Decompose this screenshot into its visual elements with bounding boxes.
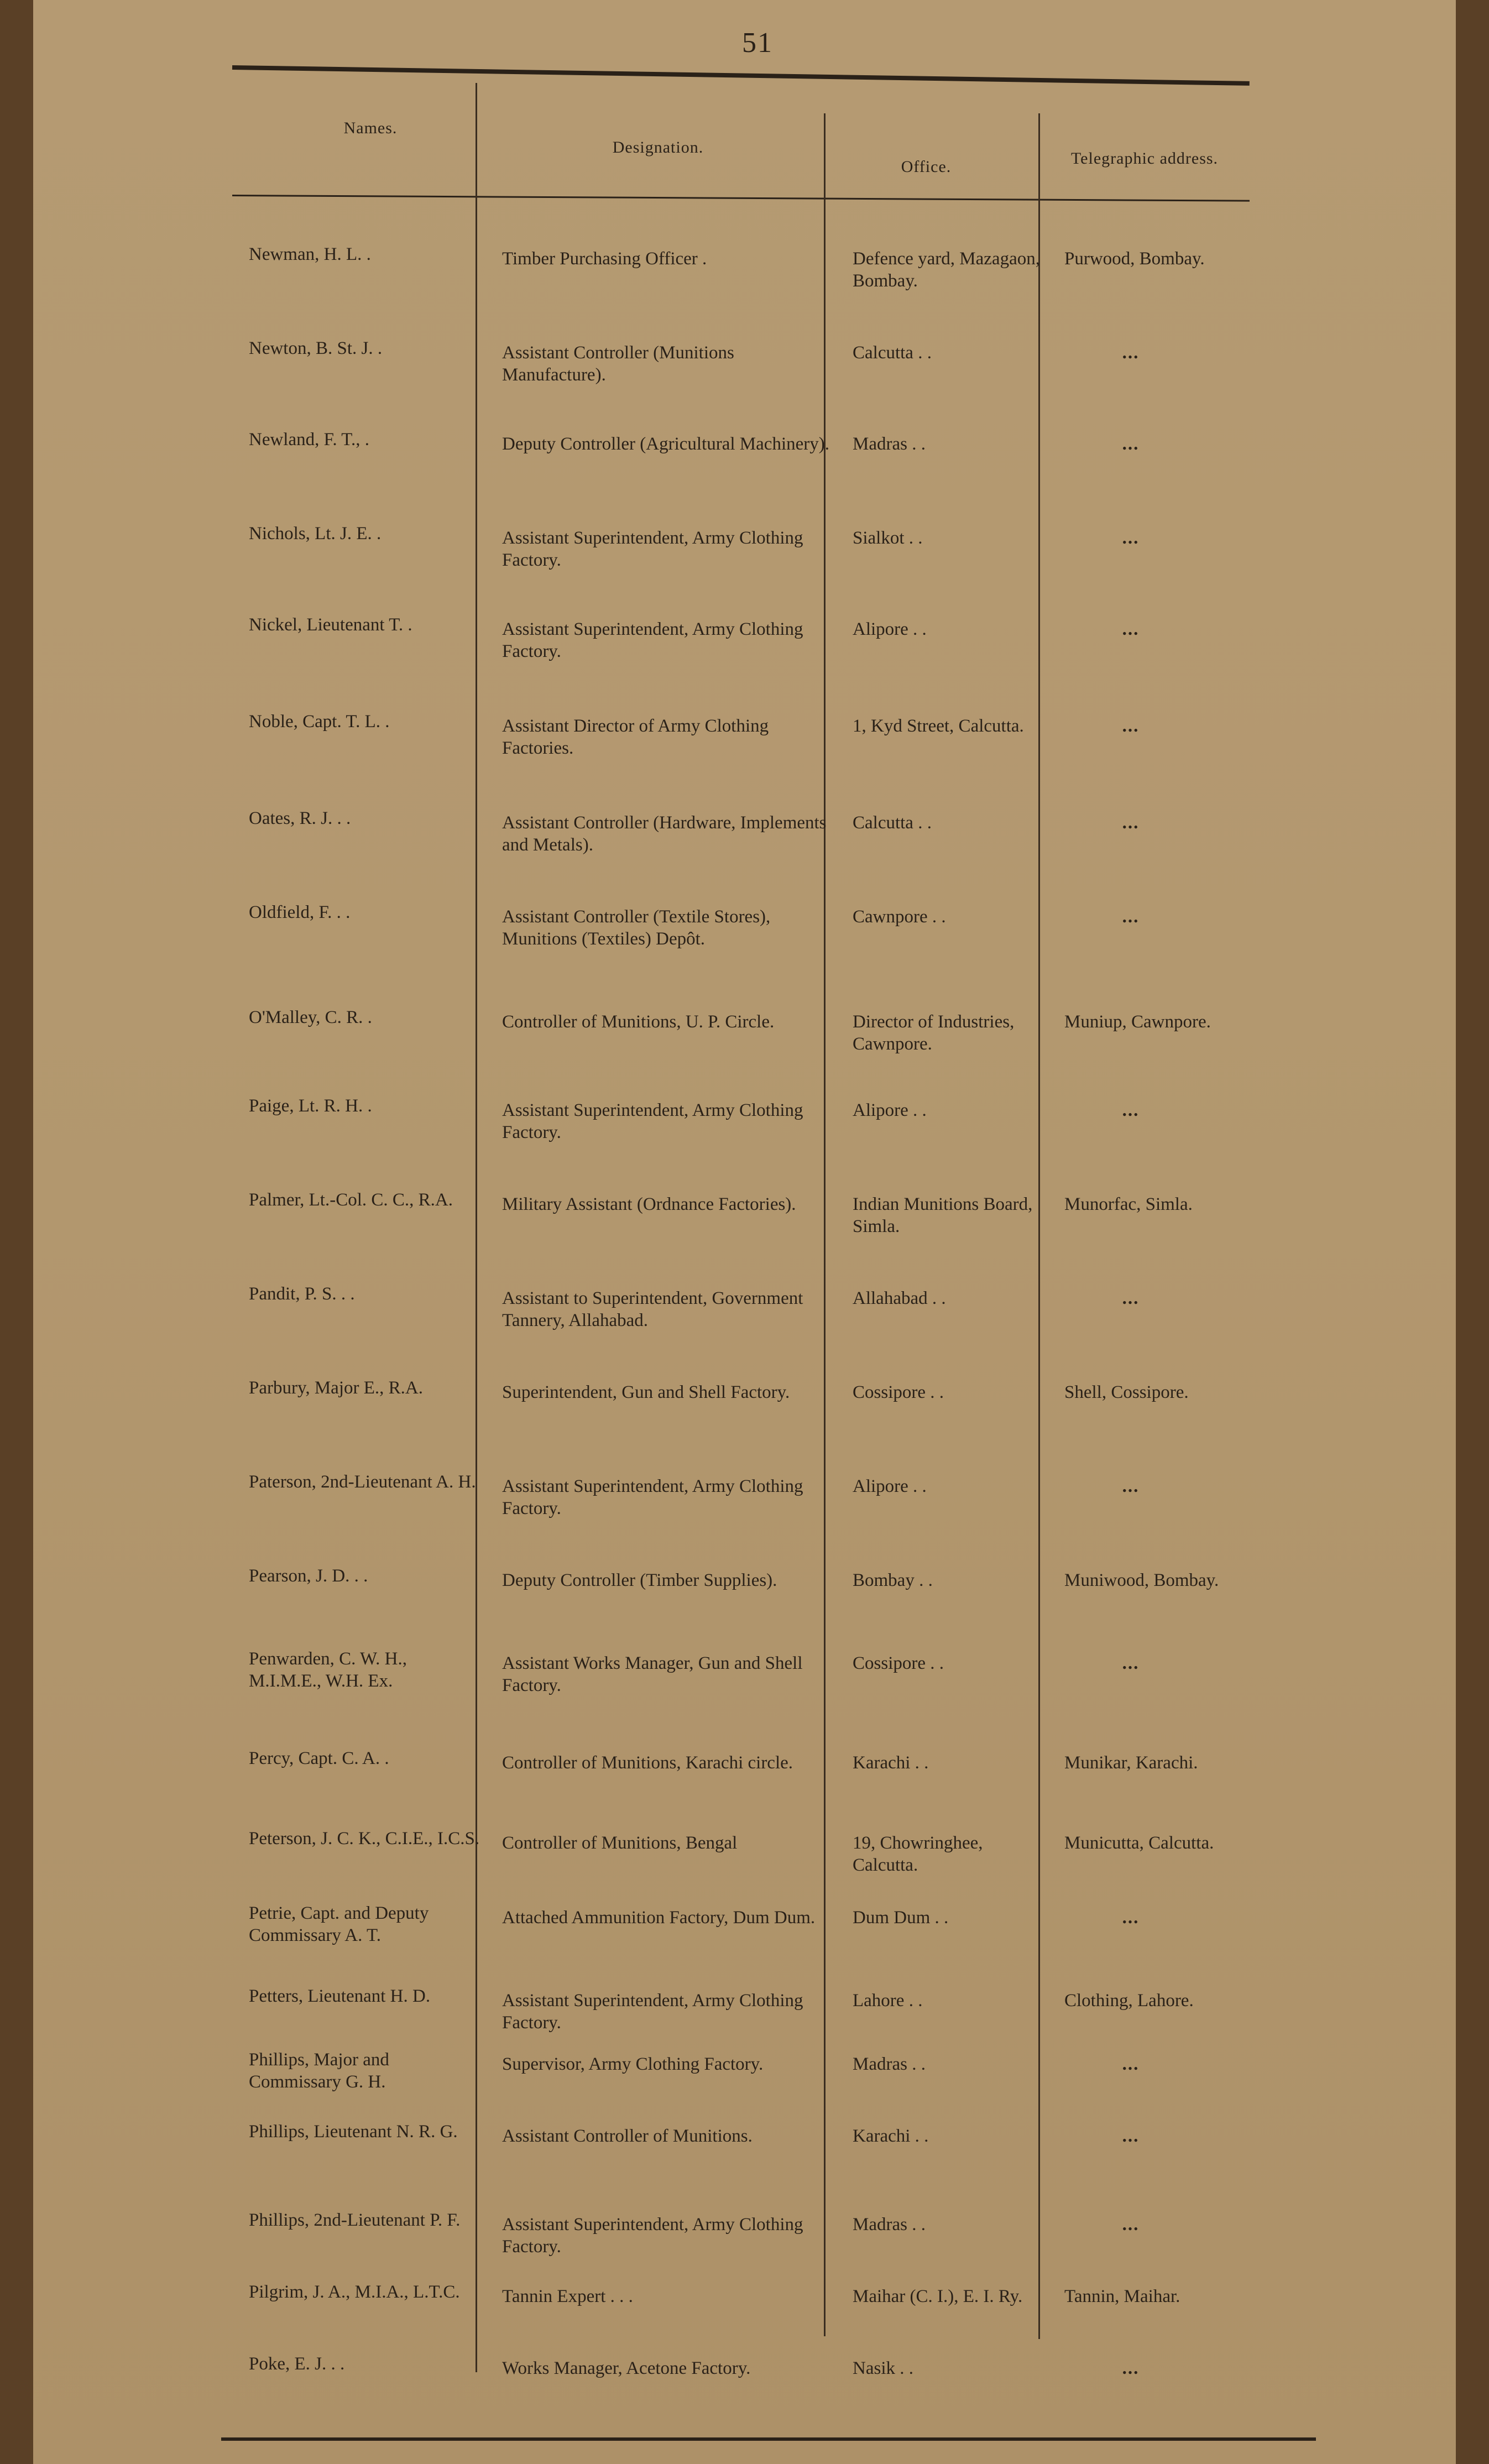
entry-office: Alipore . . — [853, 1100, 927, 1120]
entry-telegraphic-address: ... — [1122, 619, 1140, 639]
entry-office: Indian Munitions Board, Simla. — [853, 1194, 1033, 1236]
entry-telegraphic-address: Munorfac, Simla. — [1064, 1194, 1193, 1214]
header-top-rule — [232, 65, 1250, 86]
entry-name: Peterson, J. C. K., C.I.E., I.C.S. — [249, 1829, 480, 1849]
entry-designation: Assistant Works Manager, Gun and Shell Factory. — [502, 1653, 803, 1695]
entry-office: Calcutta . . — [853, 343, 932, 363]
entry-name: Nichols, Lt. J. E. . — [249, 524, 382, 544]
entry-name: Petters, Lieutenant H. D. — [249, 1986, 431, 2006]
entry-telegraphic-address: Tannin, Maihar. — [1064, 2286, 1180, 2306]
header-bottom-rule — [232, 195, 1250, 202]
entry-telegraphic-address: ... — [1122, 1653, 1140, 1673]
entry-telegraphic-address: Purwood, Bombay. — [1064, 249, 1205, 269]
entry-name: Phillips, 2nd-Lieutenant P. F. — [249, 2210, 461, 2230]
entry-office: Defence yard, Mazagaon, Bombay. — [853, 249, 1040, 291]
entry-telegraphic-address: ... — [1122, 1476, 1140, 1496]
entry-office: Karachi . . — [853, 2126, 929, 2146]
entry-name: Petrie, Capt. and Deputy Commissary A. T. — [249, 1903, 429, 1945]
entry-name: O'Malley, C. R. . — [249, 1007, 372, 1027]
entry-name: Newland, F. T., . — [249, 430, 369, 450]
entry-designation: Assistant Superintendent, Army Clothing Factory. — [502, 1991, 803, 2033]
entry-office: Director of Industries, Cawnpore. — [853, 1012, 1015, 1054]
column-header-telegraphic-address: Telegraphic address. — [1070, 149, 1219, 168]
entry-telegraphic-address: Muniwood, Bombay. — [1064, 1570, 1219, 1590]
entry-office: Madras . . — [853, 434, 926, 454]
entry-name: Parbury, Major E., R.A. — [249, 1378, 423, 1398]
entry-office: Calcutta . . — [853, 813, 932, 833]
entry-office: Maihar (C. I.), E. I. Ry. — [853, 2286, 1023, 2306]
entry-telegraphic-address: Muniup, Cawnpore. — [1064, 1012, 1211, 1032]
entry-name: Paterson, 2nd-Lieutenant A. H. — [249, 1472, 476, 1492]
entry-name: Percy, Capt. C. A. . — [249, 1748, 389, 1768]
entry-designation: Assistant Superintendent, Army Clothing Factory. — [502, 1476, 803, 1518]
entry-designation: Assistant Controller (Munitions Manufacture). — [502, 343, 734, 385]
entry-office: Karachi . . — [853, 1753, 929, 1773]
footer-rule — [221, 2437, 1316, 2441]
page-number: 51 — [742, 27, 773, 59]
entry-designation: Military Assistant (Ordnance Factories). — [502, 1194, 796, 1214]
entry-office: Cawnpore . . — [853, 907, 946, 927]
column-divider-names — [476, 83, 477, 2372]
entry-designation: Deputy Controller (Timber Supplies). — [502, 1570, 777, 1590]
column-header-designation: Designation. — [612, 138, 704, 156]
entry-telegraphic-address: Shell, Cossipore. — [1064, 1382, 1189, 1402]
entry-name: Nickel, Lieutenant T. . — [249, 615, 412, 635]
entry-name: Penwarden, C. W. H., M.I.M.E., W.H. Ex. — [249, 1649, 407, 1691]
entry-designation: Assistant Superintendent, Army Clothing Factory. — [502, 2215, 803, 2257]
entry-office: Cossipore . . — [853, 1382, 944, 1402]
entry-designation: Attached Ammunition Factory, Dum Dum. — [502, 1908, 816, 1928]
entry-designation: Controller of Munitions, U. P. Circle. — [502, 1012, 775, 1032]
entry-office: Madras . . — [853, 2054, 926, 2074]
entry-designation: Assistant Superintendent, Army Clothing Factory. — [502, 1100, 803, 1142]
entry-name: Paige, Lt. R. H. . — [249, 1096, 372, 1116]
entry-name: Newton, B. St. J. . — [249, 338, 383, 358]
column-header-names: Names. — [343, 119, 398, 137]
entry-designation: Assistant Superintendent, Army Clothing Factory. — [502, 528, 803, 570]
entry-name: Palmer, Lt.-Col. C. C., R.A. — [249, 1190, 453, 1210]
column-header-office: Office. — [901, 158, 952, 176]
entry-office: Sialkot . . — [853, 528, 923, 548]
entry-telegraphic-address: ... — [1122, 2358, 1140, 2378]
entry-office: Cossipore . . — [853, 1653, 944, 1673]
entry-designation: Controller of Munitions, Bengal — [502, 1833, 738, 1853]
entry-telegraphic-address: ... — [1122, 2054, 1140, 2074]
entry-name: Oldfield, F. . . — [249, 902, 351, 922]
entry-telegraphic-address: Clothing, Lahore. — [1064, 1991, 1194, 2011]
entry-designation: Assistant Superintendent, Army Clothing Factory. — [502, 619, 803, 661]
entry-telegraphic-address: ... — [1122, 716, 1140, 736]
entry-designation: Deputy Controller (Agricultural Machinery). — [502, 434, 829, 454]
entry-office: Allahabad . . — [853, 1288, 946, 1308]
entry-designation: Assistant to Superintendent, Government Tannery, Allahabad. — [502, 1288, 803, 1330]
entry-office: 19, Chowringhee, Calcutta. — [853, 1833, 983, 1875]
entry-office: Alipore . . — [853, 619, 927, 639]
document-page — [33, 0, 1456, 2464]
entry-name: Oates, R. J. . . — [249, 808, 351, 828]
entry-office: Dum Dum . . — [853, 1908, 949, 1928]
entry-telegraphic-address: ... — [1122, 2126, 1140, 2146]
entry-office: Alipore . . — [853, 1476, 927, 1496]
entry-designation: Tannin Expert . . . — [502, 2286, 633, 2306]
entry-office: Lahore . . — [853, 1991, 923, 2011]
entry-name: Phillips, Major and Commissary G. H. — [249, 2050, 389, 2092]
entry-telegraphic-address: ... — [1122, 2215, 1140, 2235]
entry-name: Noble, Capt. T. L. . — [249, 712, 390, 732]
entry-telegraphic-address: Munikar, Karachi. — [1064, 1753, 1198, 1773]
entry-designation: Assistant Controller of Munitions. — [502, 2126, 753, 2146]
entry-designation: Assistant Controller (Hardware, Implements and Metals). — [502, 813, 827, 855]
entry-designation: Timber Purchasing Officer . — [502, 249, 707, 269]
entry-name: Phillips, Lieutenant N. R. G. — [249, 2122, 458, 2142]
entry-designation: Assistant Controller (Textile Stores), Munitions (Textiles) Depôt. — [502, 907, 771, 949]
entry-name: Pandit, P. S. . . — [249, 1284, 355, 1304]
entry-telegraphic-address: ... — [1122, 907, 1140, 927]
entry-designation: Works Manager, Acetone Factory. — [502, 2358, 751, 2378]
entry-telegraphic-address: ... — [1122, 813, 1140, 833]
entry-telegraphic-address: Municutta, Calcutta. — [1064, 1833, 1214, 1853]
entry-office: 1, Kyd Street, Calcutta. — [853, 716, 1024, 736]
entry-telegraphic-address: ... — [1122, 434, 1140, 454]
entry-telegraphic-address: ... — [1122, 343, 1140, 363]
entry-telegraphic-address: ... — [1122, 1908, 1140, 1928]
entry-designation: Supervisor, Army Clothing Factory. — [502, 2054, 764, 2074]
entry-telegraphic-address: ... — [1122, 528, 1140, 548]
entry-designation: Controller of Munitions, Karachi circle. — [502, 1753, 793, 1773]
entry-name: Newman, H. L. . — [249, 244, 371, 264]
entry-name: Pearson, J. D. . . — [249, 1566, 368, 1586]
entry-telegraphic-address: ... — [1122, 1100, 1140, 1120]
entry-office: Bombay . . — [853, 1570, 933, 1590]
entry-office: Madras . . — [853, 2215, 926, 2235]
entry-designation: Assistant Director of Army Clothing Factories. — [502, 716, 769, 758]
entry-telegraphic-address: ... — [1122, 1288, 1140, 1308]
entry-name: Pilgrim, J. A., M.I.A., L.T.C. — [249, 2282, 460, 2302]
entry-name: Poke, E. J. . . — [249, 2354, 345, 2374]
entry-office: Nasik . . — [853, 2358, 913, 2378]
entry-designation: Superintendent, Gun and Shell Factory. — [502, 1382, 790, 1402]
